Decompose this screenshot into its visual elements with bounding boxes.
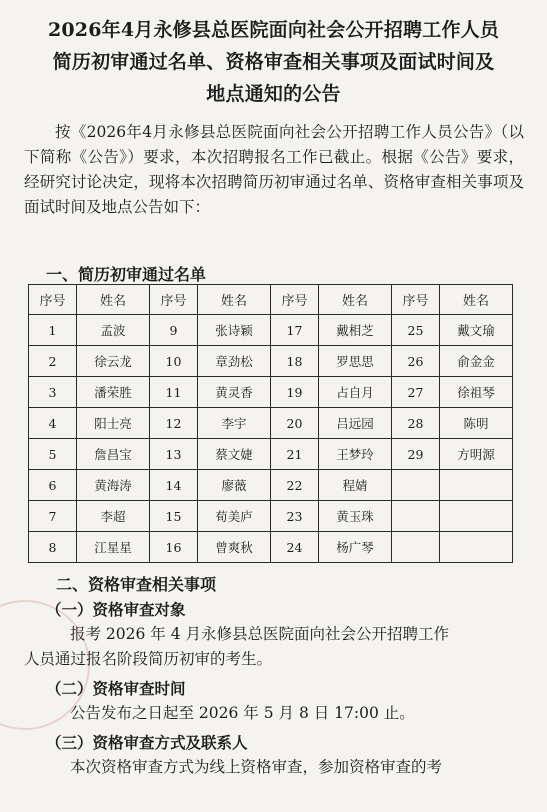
table-cell: 19: [271, 377, 319, 408]
table-cell: 21: [271, 439, 319, 470]
table-cell: 李宇: [198, 408, 271, 439]
intro-paragraph: 按《2026年4月永修县总医院面向社会公开招聘工作人员公告》（以下简称《公告》）要求，本次招聘报名工作已截止。根据《公告》要求，经研究讨论决定，现将本次招聘简历初审通过名单、资格审查相关事项及面试时间及地点公告如下：: [24, 123, 524, 216]
table-cell: 1: [29, 315, 77, 346]
table-row: [29, 470, 513, 501]
table-cell: [392, 532, 440, 563]
table-cell: 13: [150, 439, 198, 470]
header-cell: 姓名: [77, 285, 150, 315]
header-cell: 序号: [271, 285, 319, 315]
table-cell: 陈明: [440, 408, 513, 439]
section-1-heading: 一、简历初审通过名单: [46, 265, 207, 284]
title-line-1: 2026年4月永修县总医院面向社会公开招聘工作人员: [47, 19, 500, 41]
table-cell: 戴文瑜: [440, 315, 513, 346]
table-cell: 15: [150, 501, 198, 532]
table-cell: 阳士亮: [77, 408, 150, 439]
table-cell: 孟波: [77, 315, 150, 346]
header-cell: 序号: [29, 285, 77, 315]
table-cell: 27: [392, 377, 440, 408]
table-cell: 17: [271, 315, 319, 346]
table-cell: [392, 501, 440, 532]
table-cell: 徐云龙: [77, 346, 150, 377]
table-cell: [440, 470, 513, 501]
subsection-1-text-line-1: 报考 2026 年 4 月永修县总医院面向社会公开招聘工作: [70, 625, 450, 643]
table-header-row: [29, 285, 513, 315]
table-cell: 黄海涛: [77, 470, 150, 501]
table-cell: 18: [271, 346, 319, 377]
table-cell: 14: [150, 470, 198, 501]
table-cell: 3: [29, 377, 77, 408]
table-cell: 戴相芝: [319, 315, 392, 346]
table-cell: 6: [29, 470, 77, 501]
subsection-1-text-line-2: 人员通过报名阶段简历初审的考生。: [24, 650, 273, 668]
section-2-heading: 二、资格审查相关事项: [56, 575, 217, 594]
table-cell: 蔡文婕: [198, 439, 271, 470]
header-cell: 序号: [150, 285, 198, 315]
table-cell: 25: [392, 315, 440, 346]
table-cell: 曾爽秋: [198, 532, 271, 563]
table-cell: 方明源: [440, 439, 513, 470]
title-line-3: 地点通知的公告: [206, 83, 341, 105]
table-cell: 28: [392, 408, 440, 439]
table-cell: 潘荣胜: [77, 377, 150, 408]
table-cell: 23: [271, 501, 319, 532]
table-cell: 16: [150, 532, 198, 563]
title-line-2: 简历初审通过名单、资格审查相关事项及面试时间及: [52, 51, 495, 73]
header-cell: 姓名: [440, 285, 513, 315]
table-row: [29, 315, 513, 346]
table-cell: 章劲松: [198, 346, 271, 377]
subsection-2-text: 公告发布之日起至 2026 年 5 月 8 日 17:00 止。: [70, 704, 415, 722]
header-cell: 序号: [392, 285, 440, 315]
table-cell: 5: [29, 439, 77, 470]
table-cell: 詹昌宝: [77, 439, 150, 470]
table-cell: 张诗颖: [198, 315, 271, 346]
table-cell: 江星星: [77, 532, 150, 563]
passed-candidates-table: [28, 284, 513, 563]
table-row: [29, 501, 513, 532]
table-cell: 26: [392, 346, 440, 377]
table-row: [29, 532, 513, 563]
table-cell: 黄玉珠: [319, 501, 392, 532]
table-cell: 8: [29, 532, 77, 563]
table-row: [29, 377, 513, 408]
table-cell: 12: [150, 408, 198, 439]
table-cell: 程婧: [319, 470, 392, 501]
table-cell: 22: [271, 470, 319, 501]
table-cell: 11: [150, 377, 198, 408]
table-cell: [440, 532, 513, 563]
table-cell: 2: [29, 346, 77, 377]
table-cell: 吕远园: [319, 408, 392, 439]
table-cell: 王梦玲: [319, 439, 392, 470]
table-cell: 4: [29, 408, 77, 439]
table-cell: 29: [392, 439, 440, 470]
table-cell: 杨广琴: [319, 532, 392, 563]
subsection-2-heading: （二）资格审查时间: [46, 679, 186, 698]
table-row: [29, 346, 513, 377]
table-cell: 徐祖琴: [440, 377, 513, 408]
table-cell: 20: [271, 408, 319, 439]
header-cell: 姓名: [198, 285, 271, 315]
document-title: [10, 14, 537, 110]
table-row: [29, 439, 513, 470]
table-cell: 10: [150, 346, 198, 377]
table-cell: 占自月: [319, 377, 392, 408]
table-cell: 7: [29, 501, 77, 532]
subsection-3-text: 本次资格审查方式为线上资格审查，参加资格审查的考: [70, 758, 443, 776]
table-cell: 荀美庐: [198, 501, 271, 532]
table-cell: 黄灵香: [198, 377, 271, 408]
subsection-1-heading: （一）资格审查对象: [46, 600, 186, 619]
table-cell: 罗思思: [319, 346, 392, 377]
table-cell: [392, 470, 440, 501]
table-row: [29, 408, 513, 439]
table-cell: 廖薇: [198, 470, 271, 501]
table-cell: 9: [150, 315, 198, 346]
subsection-3-heading: （三）资格审查方式及联系人: [46, 733, 248, 752]
header-cell: 姓名: [319, 285, 392, 315]
table-cell: 李超: [77, 501, 150, 532]
table-cell: 俞金金: [440, 346, 513, 377]
table-cell: 24: [271, 532, 319, 563]
table-cell: [440, 501, 513, 532]
